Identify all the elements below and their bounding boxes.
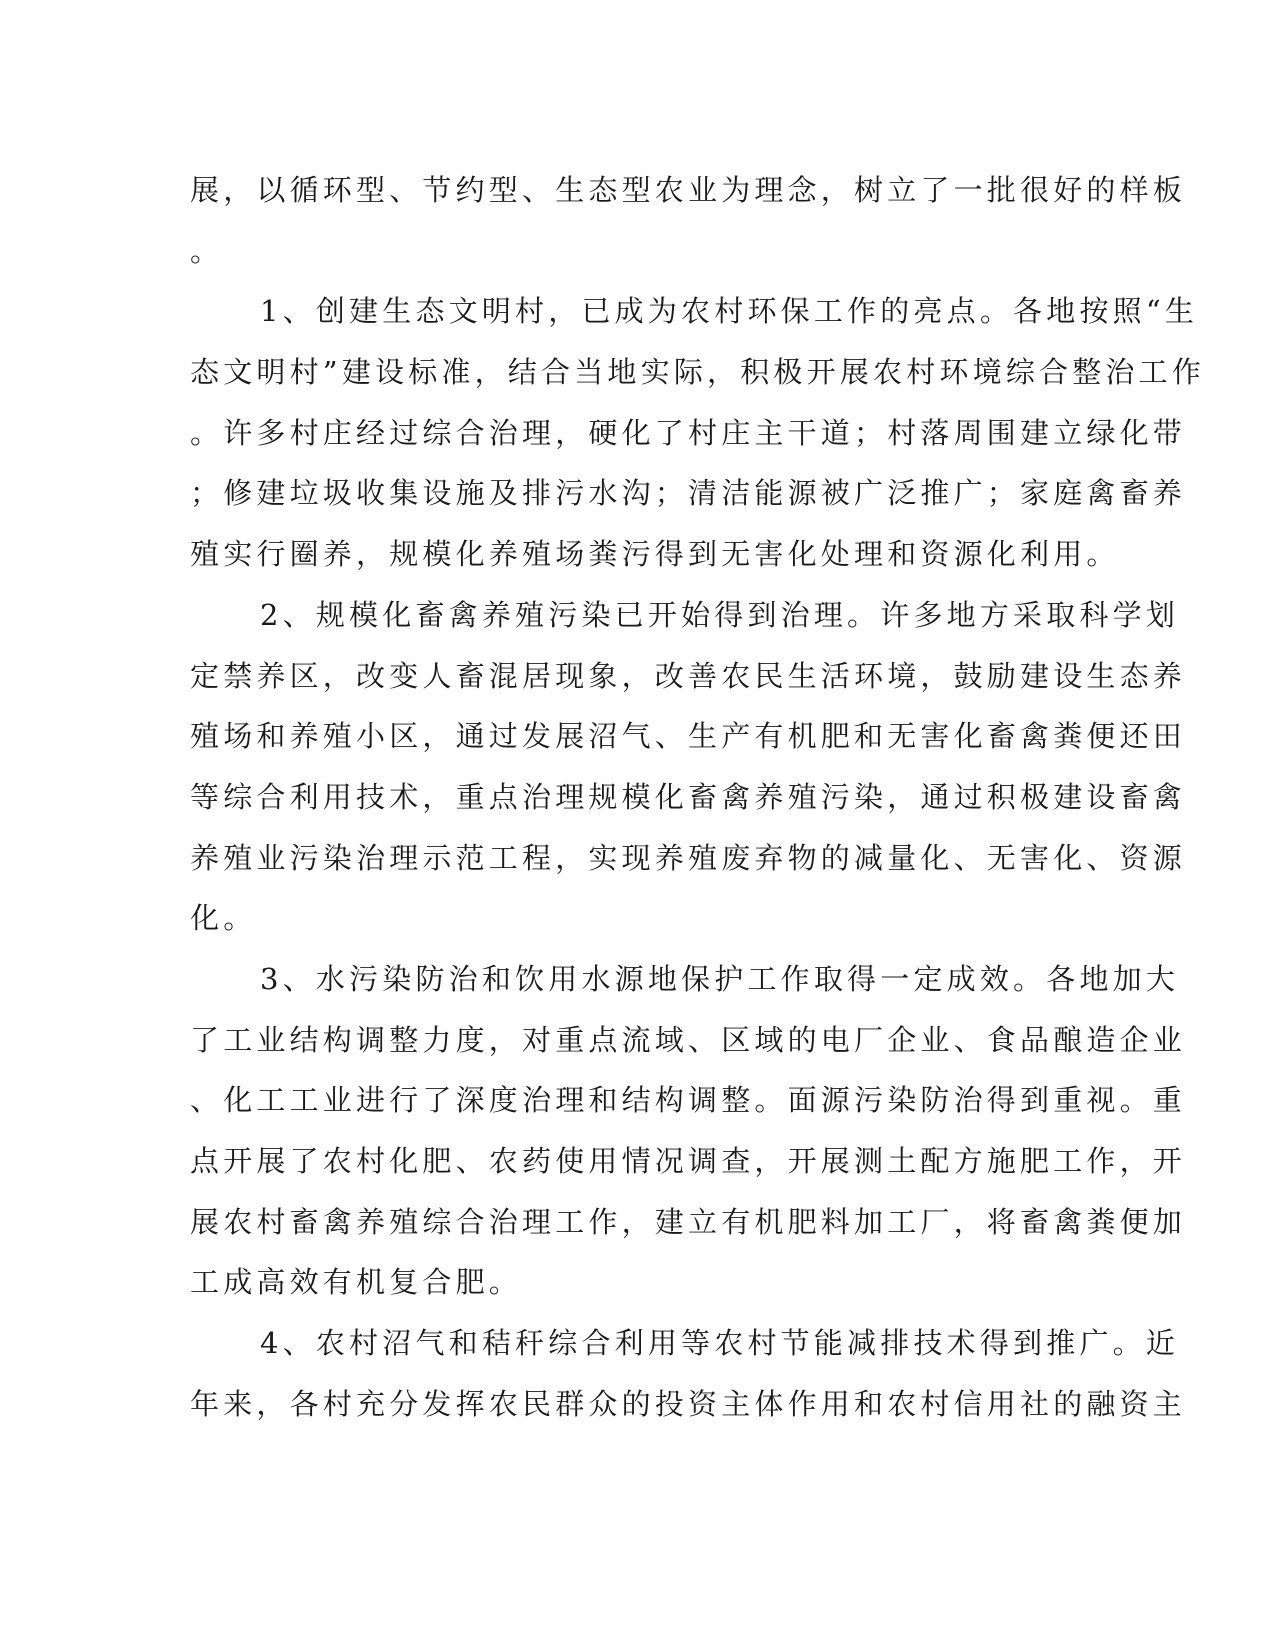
text-line: 。许多村庄经过综合治理，硬化了村庄主干道；村落周围建立绿化带 [190,415,1187,450]
text-line: 了工业结构调整力度，对重点流域、区域的电厂企业、食品酿造企业 [190,1022,1187,1057]
text-line: 。 [190,233,224,268]
paragraph-2-start: 2、规模化畜禽养殖污染已开始得到治理。许多地方采取科学划 [260,597,1180,632]
text-line: 殖场和养殖小区，通过发展沼气、生产有机肥和无害化畜禽粪便还田 [190,719,1187,754]
text-line: 养殖业污染治理示范工程，实现养殖废弃物的减量化、无害化、资源 [190,840,1187,875]
text-line: 点开展了农村化肥、农药使用情况调查，开展测土配方施肥工作，开 [190,1144,1187,1178]
text-line: 化。 [190,901,257,936]
text-line: 定禁养区，改变人畜混居现象，改善农民生活环境，鼓励建设生态养 [190,658,1187,693]
text-line: 工成高效有机复合肥。 [190,1265,523,1300]
text-line: 殖实行圈养，规模化养殖场粪污得到无害化处理和资源化利用。 [190,537,1120,572]
paragraph-3-start: 3、水污染防治和饮用水源地保护工作取得一定成效。各地加大 [260,961,1180,996]
text-line: 等综合利用技术，重点治理规模化畜禽养殖污染，通过积极建设畜禽 [190,779,1187,814]
text-line: 展农村畜禽养殖综合治理工作，建立有机肥料加工厂，将畜禽粪便加 [190,1204,1187,1239]
text-line: 、化工工业进行了深度治理和结构调整。面源污染防治得到重视。重 [190,1083,1187,1118]
paragraph-4-start: 4、农村沼气和秸秆综合利用等农村节能减排技术得到推广。近 [260,1326,1180,1361]
text-line: 展，以循环型、节约型、生态型农业为理念，树立了一批很好的样板 [190,173,1187,207]
text-line: 年来，各村充分发挥农民群众的投资主体作用和农村信用社的融资主 [190,1386,1187,1421]
body-text [190,160,1206,1434]
text-line: 态文明村”建设标准，结合当地实际，积极开展农村环境综合整治工作 [190,355,1206,390]
text-line: ；修建垃圾收集设施及排污水沟；清洁能源被广泛推广；家庭禽畜养 [190,476,1187,511]
paragraph-1-start: 1、创建生态文明村，已成为农村环保工作的亮点。各地按照“生 [260,294,1199,329]
